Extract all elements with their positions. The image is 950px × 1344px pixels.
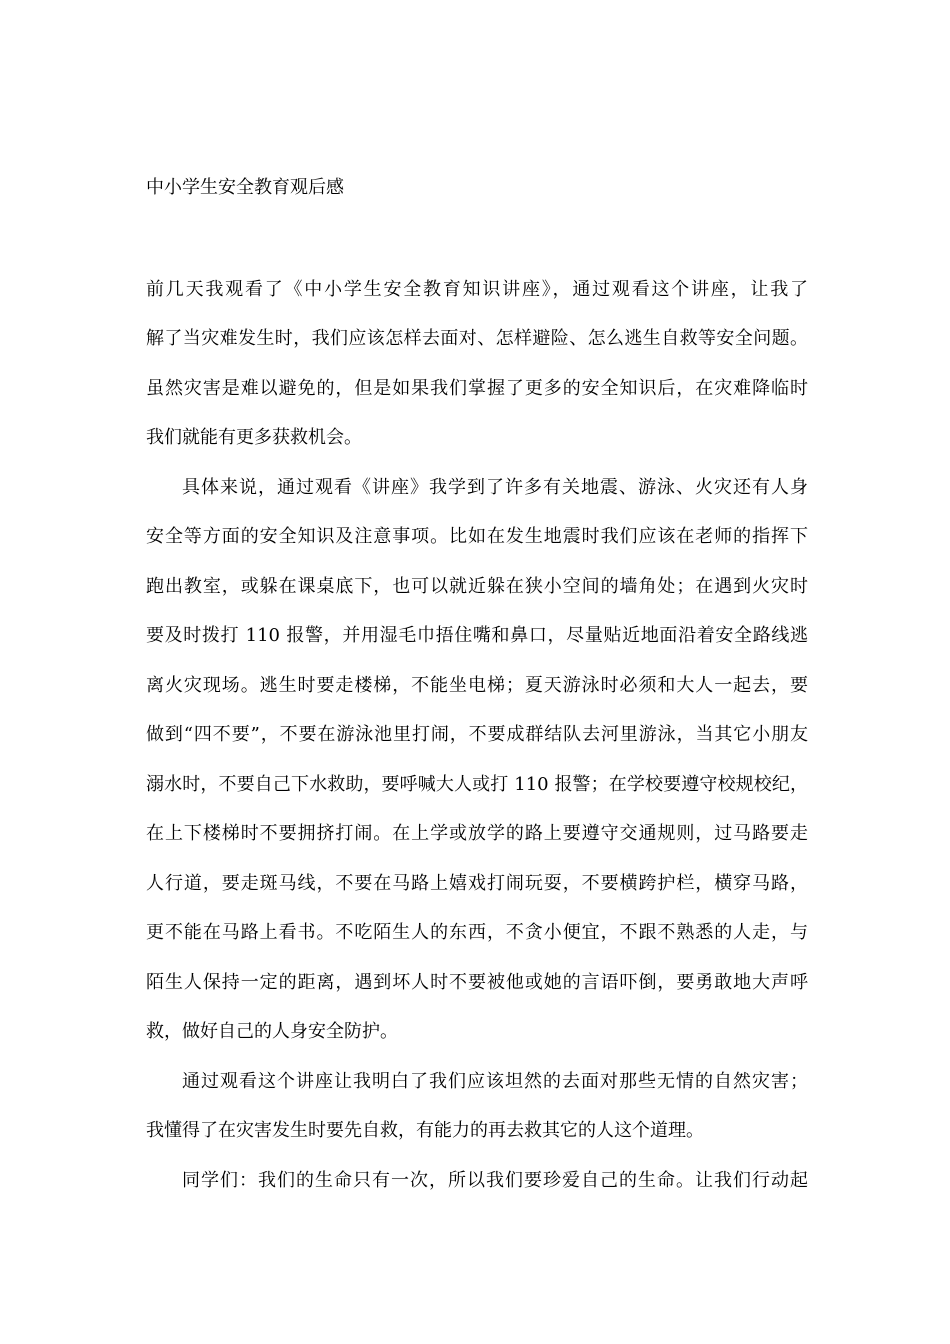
document-title: 中小学生安全教育观后感 [146,177,344,198]
paragraph-2-line-6: 做到“四不要”，不要在游泳池里打闹，不要成群结队去河里游泳，当其它小朋友 [146,724,808,745]
paragraph-2-line-2: 安全等方面的安全知识及注意事项。比如在发生地震时我们应该在老师的指挥下 [146,526,808,547]
paragraph-2-line-10: 更不能在马路上看书。不吃陌生人的东西，不贪小便宜，不跟不熟悉的人走，与 [146,922,808,943]
paragraph-2-line-12: 救，做好自己的人身安全防护。 [146,1021,398,1042]
paragraph-2-line-3: 跑出教室，或躲在课桌底下，也可以就近躲在狭小空间的墙角处；在遇到火灾时 [146,576,808,597]
paragraph-2-line-7: 溺水时，不要自己下水救助，要呼喊大人或打 110 报警；在学校要遵守校规校纪， [146,774,808,795]
paragraph-2-line-9: 人行道，要走斑马线，不要在马路上嬉戏打闹玩耍，不要横跨护栏，横穿马路， [146,873,808,894]
paragraph-2-line-11: 陌生人保持一定的距离，遇到坏人时不要被他或她的言语吓倒，要勇敢地大声呼 [146,972,808,993]
paragraph-2-line-8: 在上下楼梯时不要拥挤打闹。在上学或放学的路上要遵守交通规则，过马路要走 [146,823,808,844]
paragraph-1-line-1: 前几天我观看了《中小学生安全教育知识讲座》，通过观看这个讲座，让我了 [146,279,808,300]
paragraph-1-line-2: 解了当灾难发生时，我们应该怎样去面对、怎样避险、怎么逃生自救等安全问题。 [146,328,808,349]
paragraph-2-line-5: 离火灾现场。逃生时要走楼梯，不能坐电梯；夏天游泳时必须和大人一起去，要 [146,675,808,696]
paragraph-4-line-1: 同学们：我们的生命只有一次，所以我们要珍爱自己的生命。让我们行动起 [182,1170,808,1191]
paragraph-2-line-1: 具体来说，通过观看《讲座》我学到了许多有关地震、游泳、火灾还有人身 [182,477,808,498]
paragraph-3-line-1: 通过观看这个讲座让我明白了我们应该坦然的去面对那些无情的自然灾害； [182,1071,808,1092]
paragraph-1-line-3: 虽然灾害是难以避免的，但是如果我们掌握了更多的安全知识后，在灾难降临时 [146,378,808,399]
paragraph-1-line-4: 我们就能有更多获救机会。 [146,427,362,448]
paragraph-3-line-2: 我懂得了在灾害发生时要先自救，有能力的再去救其它的人这个道理。 [146,1120,704,1141]
paragraph-2-line-4: 要及时拨打 110 报警，并用湿毛巾捂住嘴和鼻口，尽量贴近地面沿着安全路线逃 [146,625,808,646]
